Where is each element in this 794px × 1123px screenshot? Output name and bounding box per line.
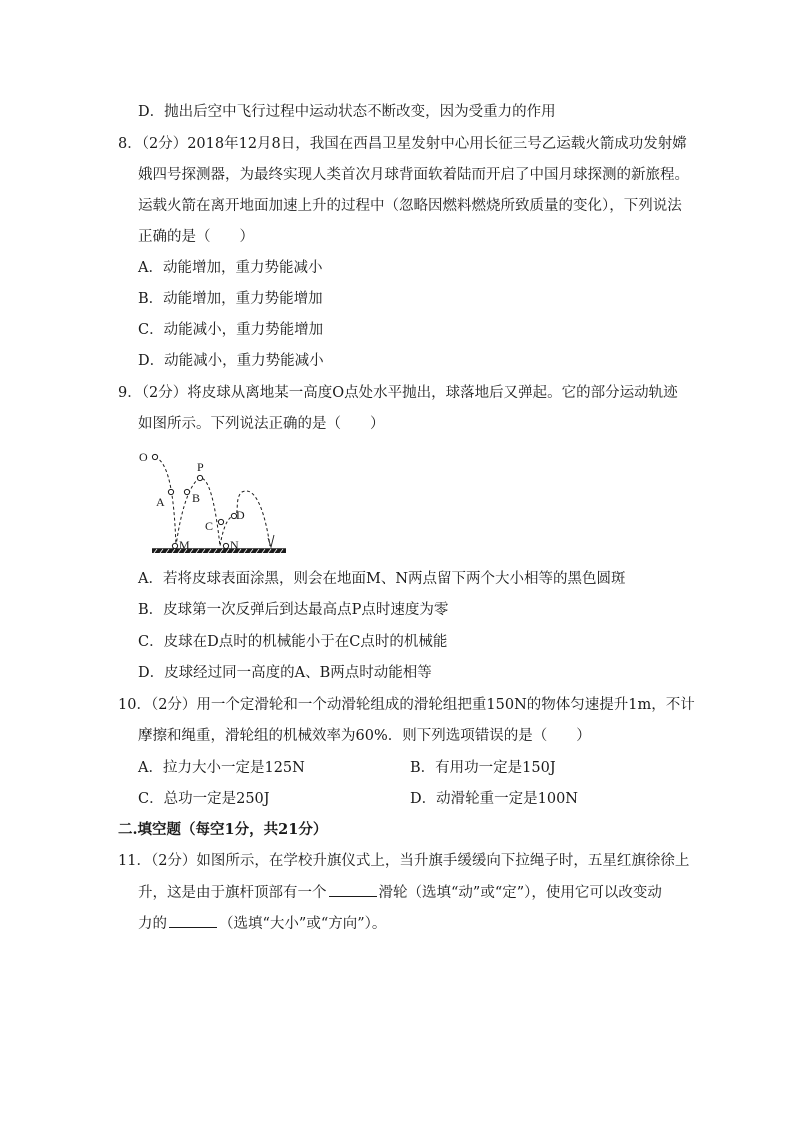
ball-point-b — [184, 489, 189, 494]
q9-option-c: C．皮球在D点时的机械能小于在C点时的机械能 — [138, 634, 448, 650]
q11-stem-line-3-after-blank: （选填“大小”或“方向”）。 — [219, 916, 387, 932]
q8-stem-line-4: 正确的是（ ） — [138, 229, 254, 245]
ball-point-n — [223, 543, 228, 548]
q9-option-d: D．皮球经过同一高度的A、B两点时动能相等 — [138, 665, 432, 681]
q8-option-d: D．动能减小，重力势能减小 — [138, 353, 324, 369]
q10-option-a: A．拉力大小一定是125N — [138, 760, 305, 776]
q11-stem-line-3-before-blank: 力的 — [138, 916, 167, 932]
q11-answer-blank-2[interactable] — [169, 913, 217, 928]
ball-point-p — [197, 475, 202, 480]
label-c: C — [205, 519, 214, 533]
label-b: B — [192, 491, 201, 505]
q10-option-b: B．有用功一定是150J — [410, 760, 556, 776]
label-n: N — [230, 538, 239, 552]
q7-option-d: D．抛出后空中飞行过程中运动状态不断改变，因为受重力的作用 — [138, 104, 556, 120]
q10-option-c: C．总功一定是250J — [138, 791, 270, 807]
ball-point-m — [172, 543, 177, 548]
label-a: A — [156, 495, 165, 509]
q11-stem-line-2-after-blank: 滑轮（选填“动”或“定”），使用它可以改变动 — [378, 885, 662, 901]
label-p: P — [197, 460, 204, 474]
label-o: O — [139, 450, 148, 464]
q10-stem-line-2: 摩擦和绳重，滑轮组的机械效率为60%．则下列选项错误的是（ ） — [138, 728, 591, 744]
label-d: D — [236, 508, 245, 522]
q11-answer-blank-1[interactable] — [329, 882, 377, 897]
q9-option-b: B．皮球第一次反弹后到达最高点P点时速度为零 — [138, 602, 449, 618]
ball-point-o — [152, 454, 157, 459]
q9-stem-line-1: 9．（2分）将皮球从离地某一高度O点处水平抛出，球落地后又弹起。它的部分运动轨迹 — [118, 385, 678, 401]
bouncing-ball-trajectory-figure — [130, 450, 300, 560]
q8-option-c: C．动能减小，重力势能增加 — [138, 322, 324, 338]
q8-stem-line-2: 娥四号探测器，为最终实现人类首次月球背面软着陆而开启了中国月球探测的新旅程。 — [138, 167, 689, 183]
q11-stem-line-2 — [138, 882, 662, 903]
ball-point-c — [218, 519, 223, 524]
q10-stem-line-1: 10．（2分）用一个定滑轮和一个动滑轮组成的滑轮组把重150N的物体匀速提升1m，不计 — [118, 697, 695, 713]
q9-option-a: A．若将皮球表面涂黑，则会在地面M、N两点留下两个大小相等的黑色圆斑 — [138, 571, 626, 587]
q8-stem-line-3: 运载火箭在离开地面加速上升的过程中（忽略因燃料燃烧所致质量的变化），下列说法 — [138, 198, 682, 214]
section-heading-fill-in: 二.填空题（每空1分，共21分） — [118, 821, 328, 838]
q10-option-d: D．动滑轮重一定是100N — [410, 791, 578, 807]
trajectory-end-mark — [268, 535, 274, 547]
q11-stem-line-1: 11．（2分）如图所示，在学校升旗仪式上，当升旗手缓缓向下拉绳子时，五星红旗徐徐上 — [118, 853, 690, 869]
q9-stem-line-2: 如图所示。下列说法正确的是（ ） — [138, 416, 385, 432]
label-m: M — [179, 538, 190, 552]
q8-stem-line-1: 8．（2分）2018年12月8日，我国在西昌卫星发射中心用长征三号乙运载火箭成功发射嫦 — [118, 136, 687, 152]
ground-surface — [152, 549, 286, 553]
q11-stem-line-2-before-blank: 升，这是由于旗杆顶部有一个 — [138, 885, 327, 901]
ball-point-a — [168, 489, 173, 494]
q8-option-b: B．动能增加，重力势能增加 — [138, 291, 323, 307]
q8-option-a: A．动能增加，重力势能减小 — [138, 260, 323, 276]
q11-stem-line-3 — [138, 913, 386, 934]
